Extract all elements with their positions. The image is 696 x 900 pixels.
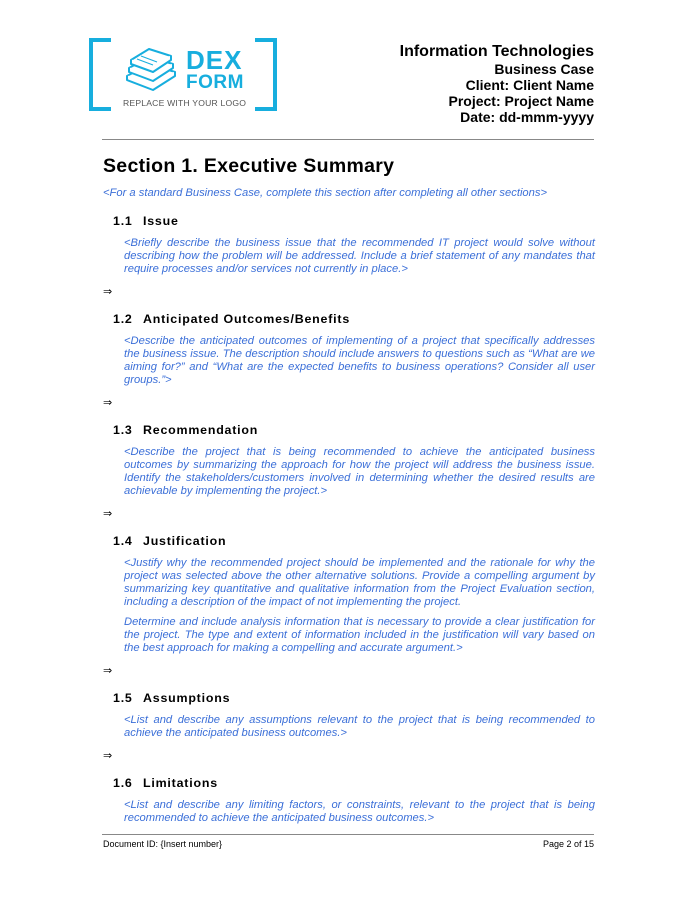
subsection-number: 1.3 <box>113 423 133 437</box>
books-icon <box>123 46 179 92</box>
logo-frame-right <box>255 38 277 111</box>
guide-paragraph: <Briefly describe the business issue that the recommended IT project would solve without describing how the problem will be addressed. Include a brief statement of any mandates that require processes and/or services not currently in place.> <box>124 237 595 275</box>
subsection-limitations <box>113 776 595 825</box>
arrow-icon: ⇒ <box>103 665 113 677</box>
subsection-number: 1.2 <box>113 312 133 326</box>
subsection-title: Justification <box>143 534 227 548</box>
subsection-title: Issue <box>143 214 179 228</box>
company-logo <box>89 38 277 115</box>
guide-paragraph: <List and describe any assumptions relevant to the project that is being recommended to achieve the anticipated business outcomes.> <box>124 714 595 739</box>
subsection-number: 1.5 <box>113 691 133 705</box>
section-title: Section 1. Executive Summary <box>103 155 395 177</box>
footer-document-id: Document ID: {Insert number} <box>103 839 223 849</box>
page-content <box>103 154 595 825</box>
subsection-heading <box>113 776 595 791</box>
arrow-icon: ⇒ <box>103 397 113 409</box>
subsection-heading <box>113 423 595 438</box>
logo-tagline: REPLACE WITH YOUR LOGO <box>123 98 247 108</box>
section-intro: <For a standard Business Case, complete this section after completing all other sections> <box>103 187 547 199</box>
subsection-title: Anticipated Outcomes/Benefits <box>143 312 351 326</box>
header-date: Date: dd-mmm-yyyy <box>460 109 594 125</box>
subsection-recommendation <box>113 423 595 498</box>
logo-text-dex: DEX <box>186 45 243 75</box>
subsection-issue <box>113 214 595 276</box>
logo-text-form: FORM <box>186 72 244 93</box>
guide-paragraph: <List and describe any limiting factors, or constraints, relevant to the project that is being recommended to achieve the anticipated business outcomes.> <box>124 799 595 824</box>
arrow-icon: ⇒ <box>103 750 113 762</box>
subsection-number: 1.4 <box>113 534 133 548</box>
subsection-heading <box>113 691 595 706</box>
guide-paragraph: <Describe the project that is being recommended to achieve the anticipated business outcomes by summarizing the approach for how the project will address the business issue. Identify the stakeholders/customers involved in determining whether the desired results are achievable by implementing the project.> <box>124 446 595 497</box>
subsection-title: Limitations <box>143 776 218 790</box>
footer-divider <box>102 834 594 835</box>
header-doc-type: Business Case <box>494 61 594 77</box>
subsection-heading <box>113 312 595 327</box>
subsection-justification <box>113 534 595 655</box>
subsection-title: Assumptions <box>143 691 231 705</box>
footer-page-number: Page 2 of 15 <box>542 839 594 849</box>
document-header <box>400 43 594 125</box>
guide-paragraph: <Justify why the recommended project should be implemented and the rationale for why the project was selected above the other alternative solutions. Provide a compelling argument by summarizing key quantitative and qualitative information from the Project Evaluation section, including a description of the impact of not implementing the project. <box>124 557 595 608</box>
logo-frame-left <box>89 38 111 111</box>
header-project: Project: Project Name <box>448 93 594 109</box>
subsection-title: Recommendation <box>143 423 259 437</box>
subsection-heading <box>113 214 595 229</box>
arrow-icon: ⇒ <box>103 508 113 520</box>
header-divider <box>102 139 594 140</box>
header-org: Information Technologies <box>399 43 594 60</box>
guide-paragraph: <Describe the anticipated outcomes of implementing of a project that specifically addresses the business issue. The description should include answers to questions such as “What are we aiming for?” and “What are the expected benefits to business operations? Consider all user groups.”> <box>124 335 595 386</box>
subsection-number: 1.6 <box>113 776 133 790</box>
subsection-outcomes <box>113 312 595 387</box>
header-client: Client: Client Name <box>465 77 594 93</box>
subsection-assumptions <box>113 691 595 740</box>
subsection-heading <box>113 534 595 549</box>
guide-paragraph: Determine and include analysis information that is necessary to provide a clear justification for the project. The type and extent of information included in the justification will vary based on the best approach for making a compelling and accurate argument.> <box>124 616 595 654</box>
arrow-icon: ⇒ <box>103 286 113 298</box>
subsection-number: 1.1 <box>113 214 133 228</box>
